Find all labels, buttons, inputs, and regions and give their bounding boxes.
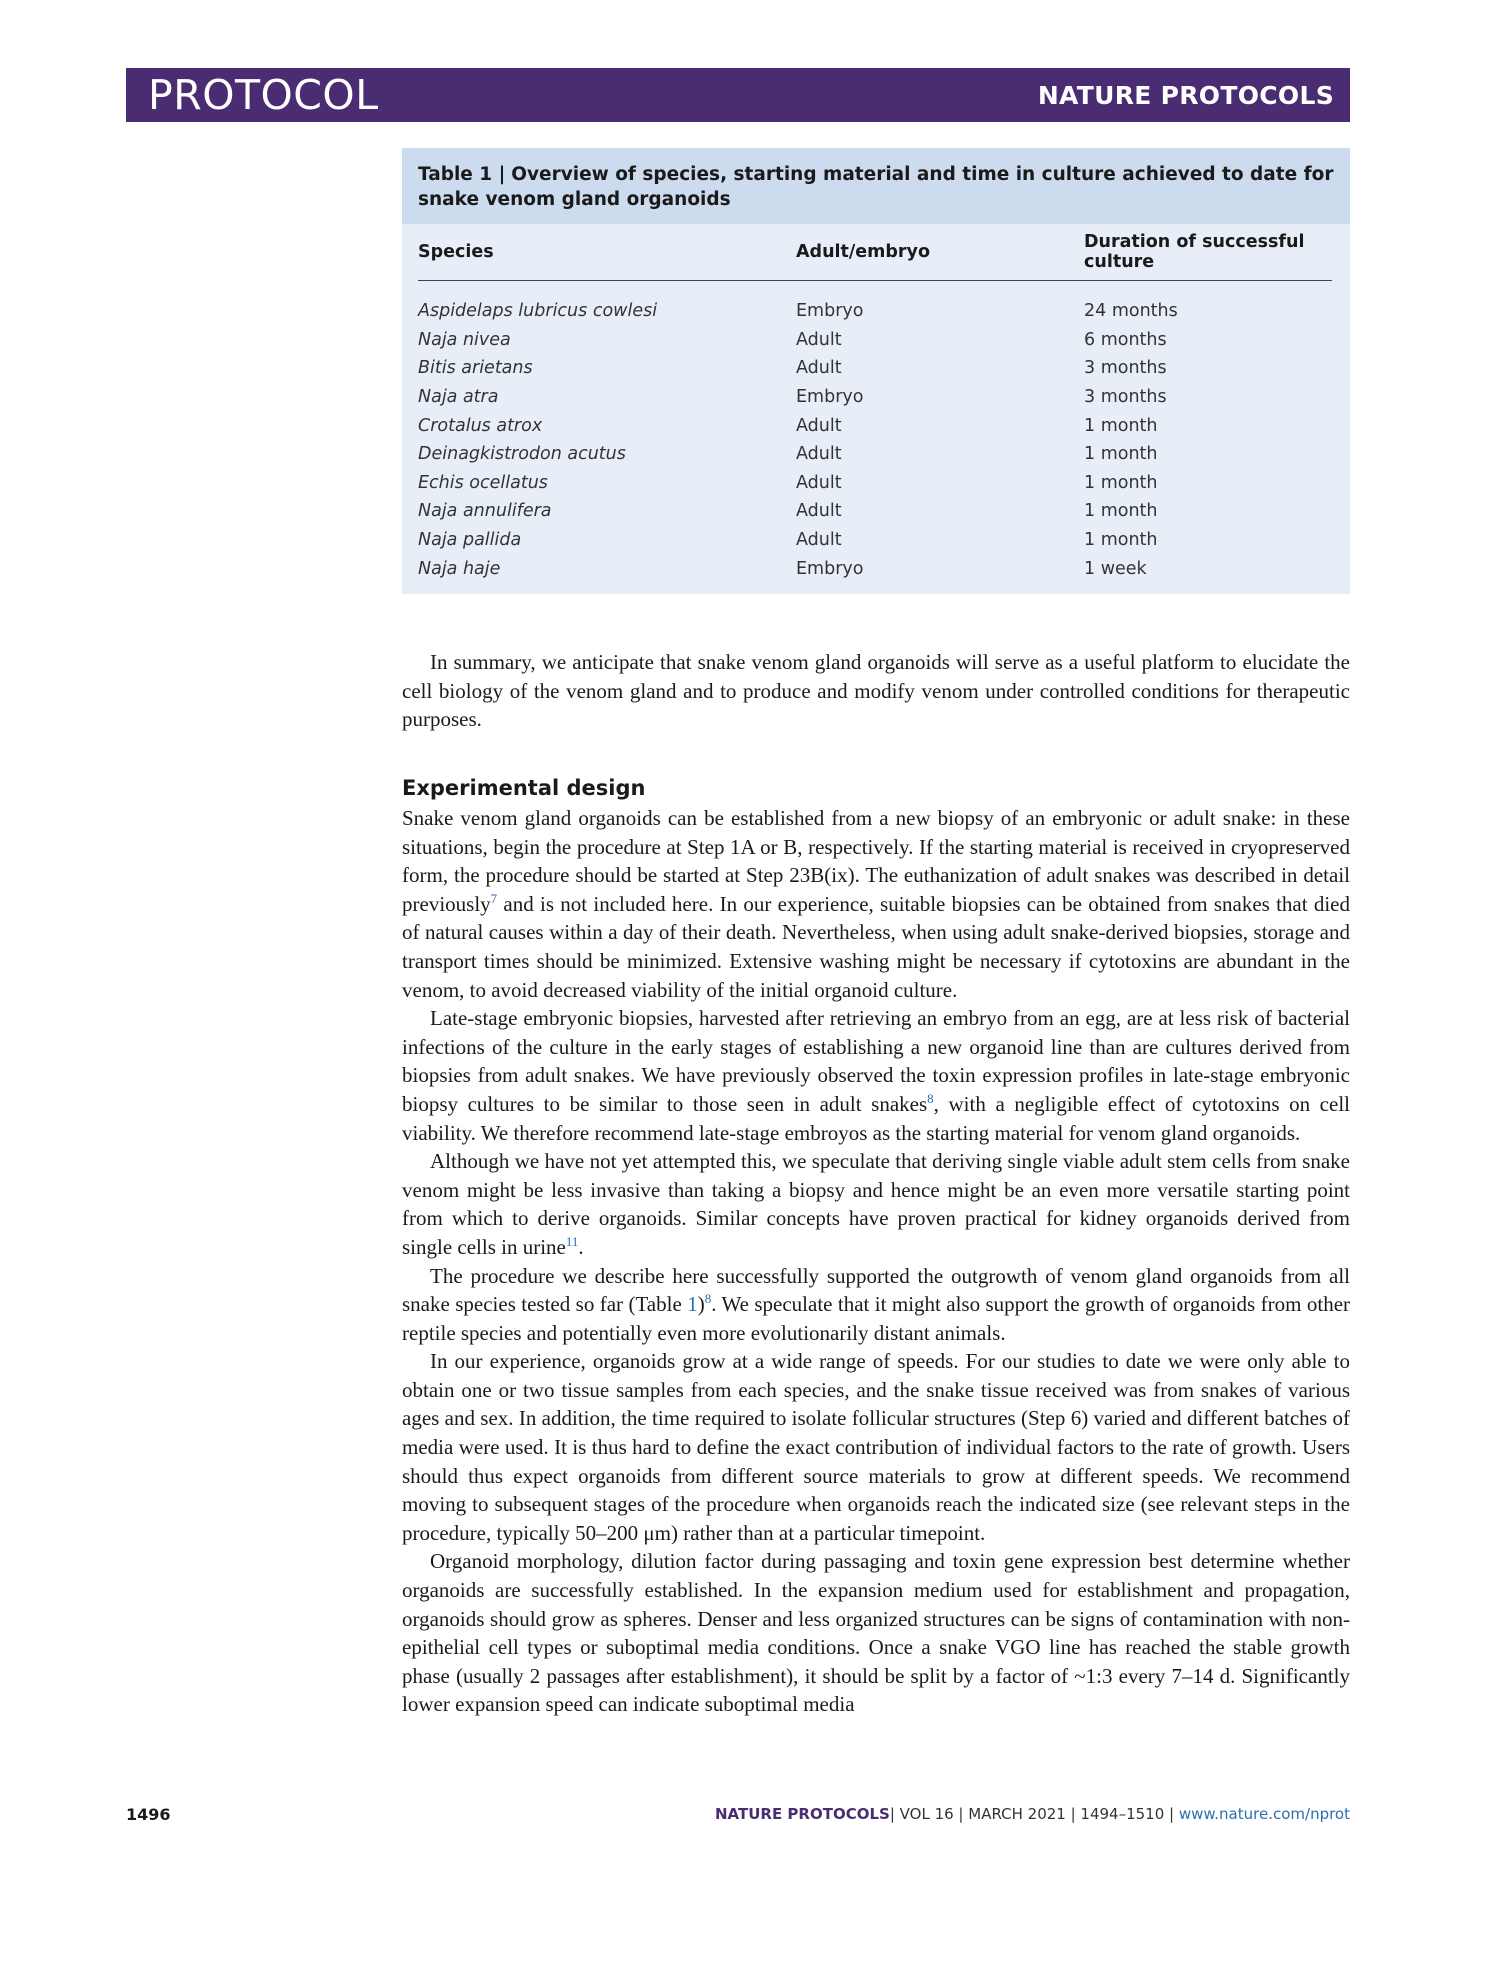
table-row: [418, 354, 1332, 383]
table-row: [418, 383, 1332, 412]
ref-7[interactable]: 7: [490, 890, 498, 906]
summary-paragraph: In summary, we anticipate that snake venom gland organoids will serve as a useful platform to elucidate the cell biology of the venom gland and to produce and modify venom under controlled conditions for therapeutic purposes.: [402, 650, 1350, 732]
cell-species: Deinagkistrodon acutus: [418, 444, 626, 465]
table-1: [402, 148, 1350, 594]
cell-stage: Adult: [796, 444, 842, 465]
paragraph-4: The procedure we describe here successfully supported the outgrowth of venom gland organoids from all snake species tested so far (Table 1)$^8$. We speculate that it might also support the growth of organoids from other reptile species and potentially even more evolutionarily distant animals.: [402, 1263, 1351, 1345]
section-body: [402, 804, 1350, 1719]
cell-duration: 1 month: [1084, 444, 1158, 465]
journal-name: NATURE PROTOCOLS: [1037, 80, 1334, 110]
section-label: PROTOCOL: [148, 71, 379, 119]
cell-stage: Adult: [796, 415, 842, 436]
table-row: [418, 440, 1332, 469]
cell-duration: 24 months: [1084, 301, 1178, 322]
cell-duration: 3 months: [1084, 387, 1167, 408]
cell-duration: 1 month: [1084, 501, 1158, 522]
cell-duration: 1 month: [1084, 530, 1158, 551]
table-ref[interactable]: 1: [687, 1292, 698, 1317]
paragraph-1: Snake venom gland organoids can be established from a new biopsy of an embryonic or adult snake: in these situations, begin the procedure at Step 1A or B, respectively. If the starting material is received in cryopreserved form, the procedure should be started at Step 23B(ix). The euthanization of adult snakes was described in detail previously$^7$ and is not included here. In our experience, suitable biopsies can be obtained from snakes that died of natural causes within a day of their death. Nevertheless, when using adult snake-derived biopsies, storage and transport times should be minimized. Extensive washing might be necessary if cytotoxins are abundant in the venom, to avoid decreased viability of the initial organoid culture.: [402, 806, 1350, 1002]
footer-journal: NATURE PROTOCOLS: [714, 1805, 890, 1823]
cell-stage: Adult: [796, 358, 842, 379]
cell-species: Naja pallida: [418, 530, 522, 551]
table-caption: Overview of species, starting material and time in culture achieved to date for snake venom gland organoids: [418, 164, 1334, 210]
cell-duration: 1 month: [1084, 415, 1158, 436]
footer-citation: [715, 1805, 1350, 1823]
cell-stage: Adult: [796, 501, 842, 522]
header-bar: [126, 68, 1350, 122]
cell-stage: Embryo: [796, 301, 864, 322]
footer-url[interactable]: www.nature.com/nprot: [1178, 1805, 1350, 1823]
paragraph-5: In our experience, organoids grow at a wide range of speeds. For our studies to date we were only able to obtain one or two tissue samples from each species, and the snake tissue received was from snakes of various ages and sex. In addition, the time required to isolate follicular structures (Step 6) varied and different batches of media were used. It is thus hard to define the exact contribution of individual factors to the rate of growth. Users should thus expect organoids from different source materials to grow at different speeds. We recommend moving to subsequent stages of the procedure when organoids reach the indicated size (see relevant steps in the procedure, typically 50–200 μm) rather than at a particular timepoint.: [402, 1349, 1350, 1545]
species-table: [418, 224, 1332, 583]
cell-duration: 6 months: [1084, 329, 1167, 350]
ref-11[interactable]: 11: [565, 1233, 579, 1249]
cell-stage: Adult: [796, 530, 842, 551]
table-row: [418, 526, 1332, 555]
page-number: 1496: [126, 1805, 171, 1824]
cell-stage: Embryo: [796, 558, 864, 579]
table-row: [418, 497, 1332, 526]
cell-species: Echis ocellatus: [418, 472, 548, 493]
cell-species: Crotalus atrox: [418, 415, 543, 436]
cell-species: Naja atra: [418, 387, 499, 408]
section-heading: Experimental design: [402, 776, 646, 800]
table-title: [402, 148, 1350, 224]
table-row: [418, 411, 1332, 440]
ref-8b[interactable]: 8: [704, 1291, 712, 1307]
table-row: [418, 326, 1332, 355]
paragraph-2: Late-stage embryonic biopsies, harvested after retrieving an embryo from an egg, are at less risk of bacterial infections of the culture in the early stages of establishing a new organoid line than are cultures derived from biopsies from adult snakes. We have previously observed the toxin expression profiles in late-stage embryonic biopsy cultures to be similar to those seen in adult snakes$^8$, with a negligible effect of cytotoxins on cell viability. We therefore recommend late-stage embroyos as the starting material for venom gland organoids.: [402, 1006, 1350, 1145]
cell-stage: Adult: [796, 329, 842, 350]
header-duration: Duration of successful culture: [1084, 224, 1332, 281]
cell-duration: 1 week: [1084, 558, 1147, 579]
paragraph-3: Although we have not yet attempted this, we speculate that deriving single viable adult stem cells from snake venom might be less invasive than taking a biopsy and hence might be an even more versatile starting point from which to derive organoids. Similar concepts have proven practical for kidney organoids derived from single cells in urine$^{11}$.: [402, 1149, 1350, 1259]
cell-species: Aspidelaps lubricus cowlesi: [418, 301, 658, 322]
paragraph-6: Organoid morphology, dilution factor during passaging and toxin gene expression best determine whether organoids are successfully established. In the expansion medium used for establishment and propagation, organoids should grow as spheres. Denser and less organized structures can be signs of contamination with non-epithelial cell types or suboptimal media conditions. Once a snake VGO line has reached the stable growth phase (usually 2 passages after establishment), it should be split by a factor of ~1:3 every 7–14 d. Significantly lower expansion speed can indicate suboptimal media: [402, 1549, 1350, 1717]
cell-duration: 3 months: [1084, 358, 1167, 379]
header-species: Species: [418, 224, 796, 281]
table-label: Table 1 |: [418, 164, 506, 185]
cell-species: Naja haje: [418, 558, 501, 579]
cell-duration: 1 month: [1084, 472, 1158, 493]
cell-stage: Embryo: [796, 387, 864, 408]
cell-stage: Adult: [796, 472, 842, 493]
ref-8[interactable]: 8: [927, 1090, 934, 1106]
header-adult-embryo: Adult/embryo: [796, 224, 1084, 281]
cell-species: Naja annulifera: [418, 501, 552, 522]
cell-species: Bitis arietans: [418, 358, 533, 379]
table-row: [418, 281, 1332, 326]
table-row: [418, 469, 1332, 498]
cell-species: Naja nivea: [418, 329, 511, 350]
table-row: [418, 554, 1332, 583]
footer-volume: | VOL 16 | MARCH 2021 | 1494–1510 |: [889, 1805, 1179, 1823]
